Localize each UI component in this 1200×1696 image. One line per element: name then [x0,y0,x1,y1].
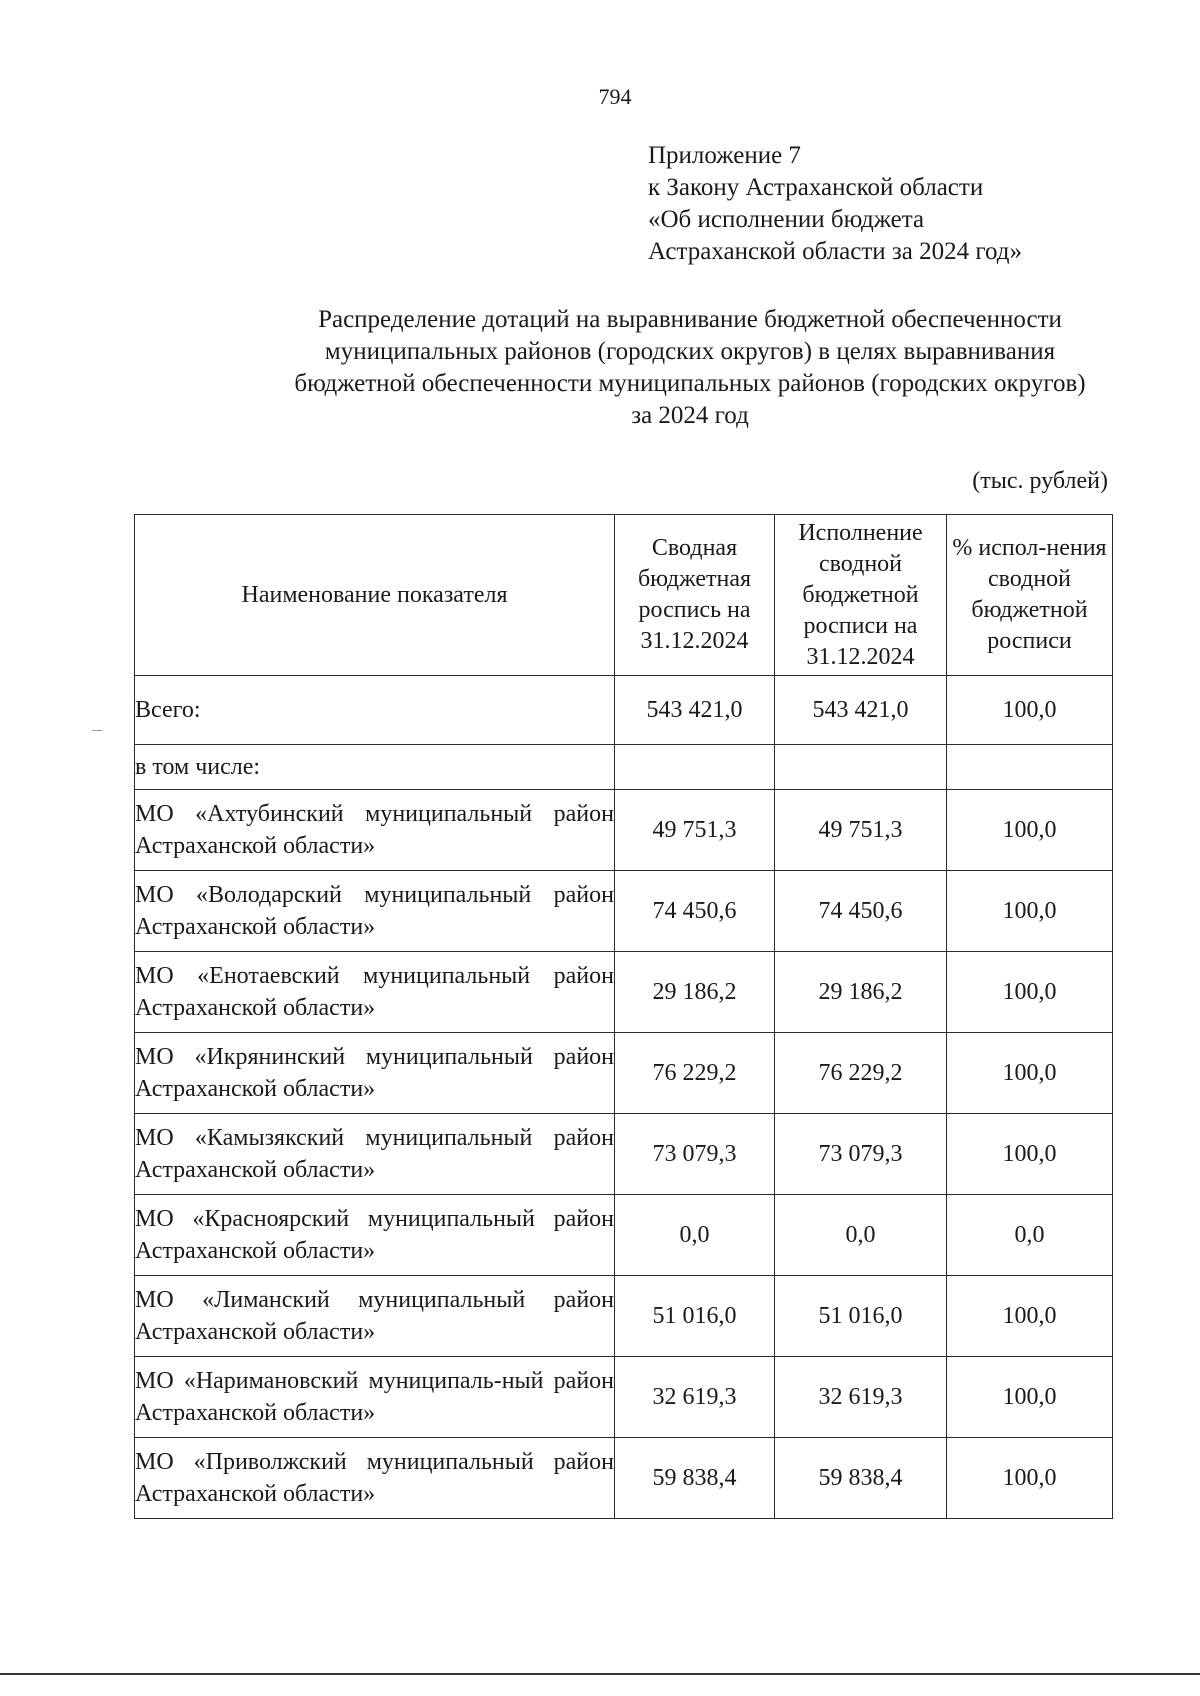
total-plan: 543 421,0 [615,676,775,745]
row-name: МО «Красноярский муниципальный район Астраханской области» [135,1195,615,1276]
row-plan: 32 619,3 [615,1357,775,1438]
row-pct: 100,0 [947,871,1113,952]
row-name: МО «Енотаевский муниципальный район Астраханской области» [135,952,615,1033]
title-line: муниципальных районов (городских округов) в целях выравнивания [324,338,1056,365]
row-plan: 29 186,2 [615,952,775,1033]
row-plan: 73 079,3 [615,1114,775,1195]
table-row [135,1276,1113,1357]
total-row [135,676,1113,745]
row-exec: 49 751,3 [775,790,947,871]
row-pct: 100,0 [947,790,1113,871]
row-exec: 76 229,2 [775,1033,947,1114]
header-plan: Сводная бюджетная роспись на 31.12.2024 [615,515,775,676]
row-exec: 51 016,0 [775,1276,947,1357]
document-title [100,304,1200,432]
budget-table [134,514,1113,1519]
row-pct: 100,0 [947,1438,1113,1519]
row-pct: 100,0 [947,1276,1113,1357]
row-name: МО «Приволжский муниципальный район Астраханской области» [135,1438,615,1519]
row-plan: 76 229,2 [615,1033,775,1114]
table-row [135,871,1113,952]
subheader-label: в том числе: [135,745,615,790]
row-plan: 0,0 [615,1195,775,1276]
page-bottom-rule [0,1673,1200,1675]
total-pct: 100,0 [947,676,1113,745]
row-name: МО «Лиманский муниципальный район Астраханской области» [135,1276,615,1357]
row-pct: 100,0 [947,1357,1113,1438]
appendix-line: Приложение 7 [648,142,801,169]
row-name: МО «Наримановский муниципаль-ный район Астраханской области» [135,1357,615,1438]
table-row [135,952,1113,1033]
total-label: Всего: [135,676,615,745]
row-exec: 0,0 [775,1195,947,1276]
row-plan: 51 016,0 [615,1276,775,1357]
row-plan: 49 751,3 [615,790,775,871]
header-name: Наименование показателя [135,515,615,676]
row-pct: 100,0 [947,1033,1113,1114]
row-plan: 74 450,6 [615,871,775,952]
units-label: (тыс. рублей) [972,468,1108,494]
row-exec: 74 450,6 [775,871,947,952]
appendix-line: к Закону Астраханской области [648,174,984,201]
subheader-row [135,745,1113,790]
table-header-row [135,515,1113,676]
appendix-block [648,140,1022,268]
table-row [135,1114,1113,1195]
row-exec: 29 186,2 [775,952,947,1033]
table-row [135,1195,1113,1276]
appendix-line: «Об исполнении бюджета [648,206,925,233]
row-name: МО «Ахтубинский муниципальный район Астраханской области» [135,790,615,871]
appendix-line: Астраханской области за 2024 год» [648,238,1023,265]
row-exec: 73 079,3 [775,1114,947,1195]
row-name: МО «Икрянинский муниципальный район Астраханской области» [135,1033,615,1114]
empty-cell [947,745,1113,790]
table-row [135,1438,1113,1519]
total-exec: 543 421,0 [775,676,947,745]
row-plan: 59 838,4 [615,1438,775,1519]
header-exec: Исполнение сводной бюджетной росписи на 31.12.2024 [775,515,947,676]
table-row [135,790,1113,871]
row-name: МО «Камызякский муниципальный район Астраханской области» [135,1114,615,1195]
title-line: бюджетной обеспеченности муниципальных районов (городских округов) [294,370,1086,397]
header-pct: % испол-нения сводной бюджетной росписи [947,515,1113,676]
page-number: 794 [598,84,632,109]
row-exec: 32 619,3 [775,1357,947,1438]
row-exec: 59 838,4 [775,1438,947,1519]
row-pct: 0,0 [947,1195,1113,1276]
margin-mark [92,730,102,731]
row-pct: 100,0 [947,1114,1113,1195]
row-name: МО «Володарский муниципальный район Астраханской области» [135,871,615,952]
title-line: Распределение дотаций на выравнивание бюджетной обеспеченности [318,306,1062,333]
title-line: за 2024 год [631,402,749,429]
row-pct: 100,0 [947,952,1113,1033]
table-row [135,1357,1113,1438]
table-row [135,1033,1113,1114]
empty-cell [775,745,947,790]
empty-cell [615,745,775,790]
